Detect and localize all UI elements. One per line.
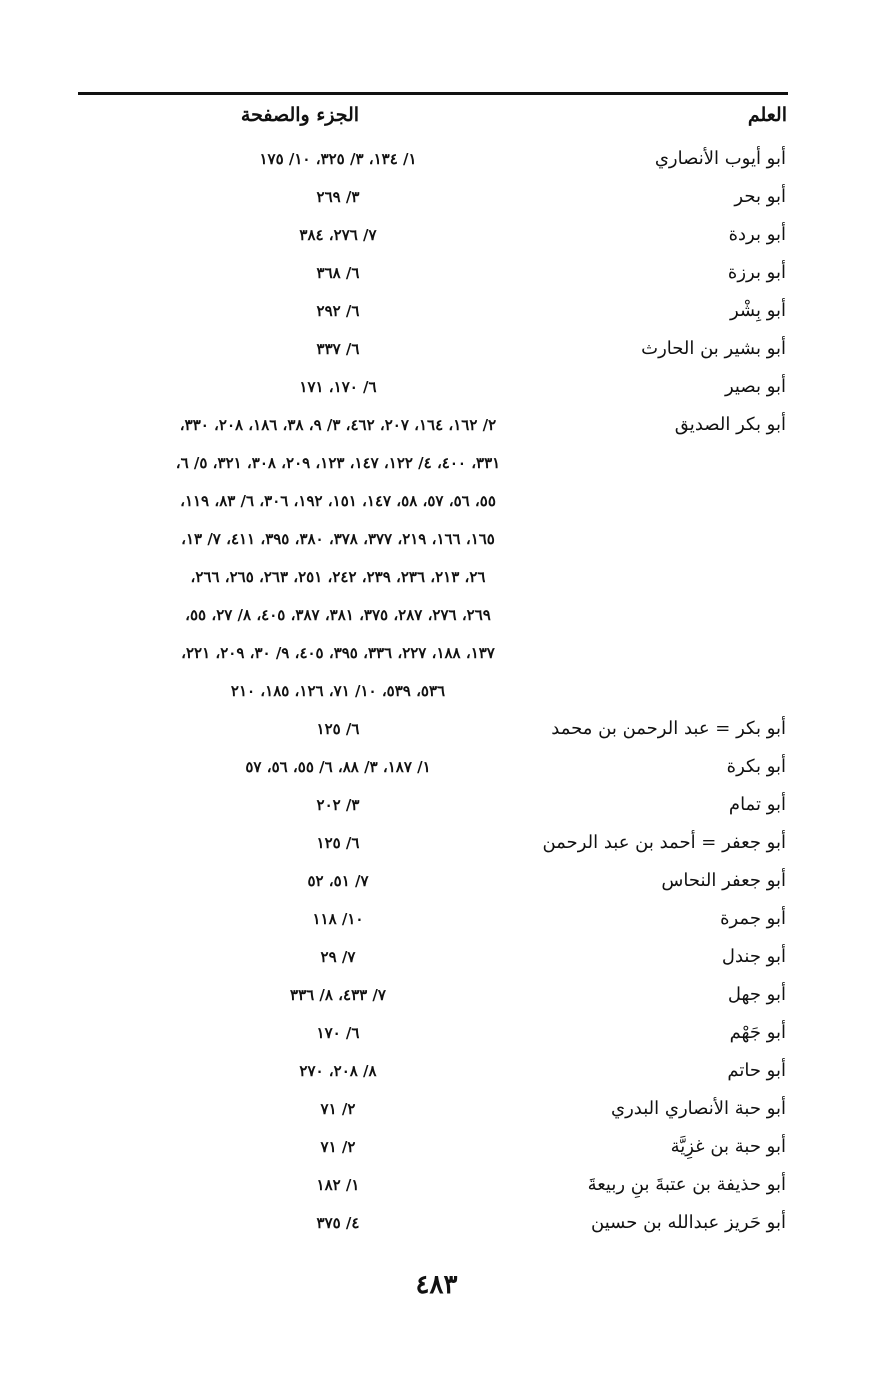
index-row xyxy=(78,482,788,520)
entry-name: أبو جَهْم xyxy=(729,1022,786,1043)
column-header-pages: الجزء والصفحة xyxy=(240,104,360,126)
index-row xyxy=(78,1204,788,1242)
entry-name: أبو بصير xyxy=(724,376,786,397)
entry-pages: ٣/ ٢٦٩ xyxy=(316,188,360,206)
index-row xyxy=(78,786,788,824)
index-row xyxy=(78,634,788,672)
index-row xyxy=(78,216,788,254)
entry-pages: ١/ ١٨٧، ٣/ ٨٨، ٦/ ٥٥، ٥٦، ٥٧ xyxy=(245,758,431,776)
index-row xyxy=(78,178,788,216)
entry-name: أبو بكر = عبد الرحمن بن محمد xyxy=(551,718,786,739)
entry-pages: ٨/ ٢٠٨، ٢٧٠ xyxy=(299,1062,377,1080)
entry-name: أبو بحر xyxy=(734,186,786,207)
index-row xyxy=(78,1090,788,1128)
index-row xyxy=(78,862,788,900)
entry-name: أبو جعفر = أحمد بن عبد الرحمن xyxy=(542,832,786,853)
index-row xyxy=(78,368,788,406)
entry-name: أبو جمرة xyxy=(720,908,786,929)
entry-name: أبو حبة الأنصاري البدري xyxy=(611,1098,786,1119)
entry-name: أبو حبة بن غزِيَّة xyxy=(670,1136,786,1157)
page-number: ٤٨٣ xyxy=(415,1270,458,1300)
entry-pages: ٧/ ٢٧٦، ٣٨٤ xyxy=(299,226,377,244)
index-row xyxy=(78,1014,788,1052)
index-entries xyxy=(78,140,788,1242)
entry-pages: ٧/ ٤٣٣، ٨/ ٣٣٦ xyxy=(290,986,386,1004)
entry-pages: ٥٥، ٥٦، ٥٧، ٥٨، ١٤٧، ١٥١، ١٩٢، ٣٠٦، ٦/ ٨٣، ١١٩، xyxy=(180,492,496,510)
index-row xyxy=(78,140,788,178)
index-row xyxy=(78,1052,788,1090)
entry-name: أبو أيوب الأنصاري xyxy=(654,148,786,169)
entry-name: أبو جندل xyxy=(721,946,786,967)
index-row xyxy=(78,824,788,862)
entry-pages: ٢/ ١٦٢، ١٦٤، ٢٠٧، ٤٦٢، ٣/ ٩، ٣٨، ١٨٦، ٢٠٨، ٣٣٠، xyxy=(179,416,497,434)
index-row xyxy=(78,748,788,786)
index-row xyxy=(78,1166,788,1204)
index-row xyxy=(78,330,788,368)
entry-pages: ١٣٧، ١٨٨، ٢٢٧، ٣٣٦، ٣٩٥، ٤٠٥، ٩/ ٣٠، ٢٠٩، ٢٢١، xyxy=(181,644,495,662)
index-row xyxy=(78,406,788,444)
entry-name: أبو تمام xyxy=(728,794,786,815)
entry-pages: ٧/ ٢٩ xyxy=(320,948,356,966)
index-row xyxy=(78,292,788,330)
entry-pages: ٦/ ١٢٥ xyxy=(316,834,360,852)
entry-pages: ٢/ ٧١ xyxy=(320,1100,356,1118)
entry-pages: ٦/ ١٧٠ xyxy=(316,1024,360,1042)
entry-name: أبو جعفر النحاس xyxy=(661,870,786,891)
entry-pages: ١٠/ ١١٨ xyxy=(312,910,364,928)
entry-pages: ١/ ١٣٤، ٣/ ٣٢٥، ١٠/ ١٧٥ xyxy=(259,150,417,168)
index-row xyxy=(78,596,788,634)
entry-name: أبو برزة xyxy=(727,262,786,283)
entry-pages: ٢٦، ٢١٣، ٢٣٦، ٢٣٩، ٢٤٢، ٢٥١، ٢٦٣، ٢٦٥، ٢٦٦، xyxy=(190,568,486,586)
entry-pages: ٥٣٦، ٥٣٩، ١٠/ ٧١، ١٢٦، ١٨٥، ٢١٠ xyxy=(230,682,446,700)
index-row xyxy=(78,900,788,938)
index-row xyxy=(78,444,788,482)
entry-pages: ٦/ ١٧٠، ١٧١ xyxy=(299,378,377,396)
entry-name: أبو بِشْر xyxy=(729,300,786,321)
entry-name: أبو بشير بن الحارث xyxy=(641,338,786,359)
entry-pages: ٦/ ٣٣٧ xyxy=(316,340,360,358)
entry-name: أبو حاتم xyxy=(727,1060,786,1081)
index-row xyxy=(78,520,788,558)
column-header-name: العلم xyxy=(747,104,787,126)
header-rule xyxy=(78,92,788,95)
index-row xyxy=(78,558,788,596)
index-row xyxy=(78,672,788,710)
index-row xyxy=(78,1128,788,1166)
entry-name: أبو حَريز عبدالله بن حسين xyxy=(591,1212,786,1233)
index-row xyxy=(78,938,788,976)
entry-pages: ٣/ ٢٠٢ xyxy=(316,796,360,814)
index-row xyxy=(78,976,788,1014)
entry-pages: ٦/ ١٢٥ xyxy=(316,720,360,738)
entry-pages: ٦/ ٣٦٨ xyxy=(316,264,360,282)
entry-pages: ٢٦٩، ٢٧٦، ٢٨٧، ٣٧٥، ٣٨١، ٣٨٧، ٤٠٥، ٨/ ٢٧، ٥٥، xyxy=(185,606,491,624)
entry-name: أبو بكرة xyxy=(726,756,786,777)
entry-name: أبو حذيفة بن عتبةَ بنِ ربيعةَ xyxy=(587,1174,786,1195)
entry-pages: ٧/ ٥١، ٥٢ xyxy=(307,872,369,890)
entry-pages: ٣٣١، ٤٠٠، ٤/ ١٢٢، ١٤٧، ١٢٣، ٢٠٩، ٣٠٨، ٣٢١، ٥/ ٦، xyxy=(175,454,501,472)
entry-name: أبو بكر الصديق xyxy=(674,414,786,435)
entry-pages: ٦/ ٢٩٢ xyxy=(316,302,360,320)
entry-pages: ٤/ ٣٧٥ xyxy=(316,1214,360,1232)
index-row xyxy=(78,254,788,292)
entry-pages: ١٦٥، ١٦٦، ٢١٩، ٣٧٧، ٣٧٨، ٣٨٠، ٣٩٥، ٤١١، ٧/ ١٣، xyxy=(181,530,495,548)
index-row xyxy=(78,710,788,748)
entry-name: أبو بردة xyxy=(728,224,786,245)
entry-pages: ١/ ١٨٢ xyxy=(316,1176,360,1194)
entry-name: أبو جهل xyxy=(727,984,786,1005)
entry-pages: ٢/ ٧١ xyxy=(320,1138,356,1156)
